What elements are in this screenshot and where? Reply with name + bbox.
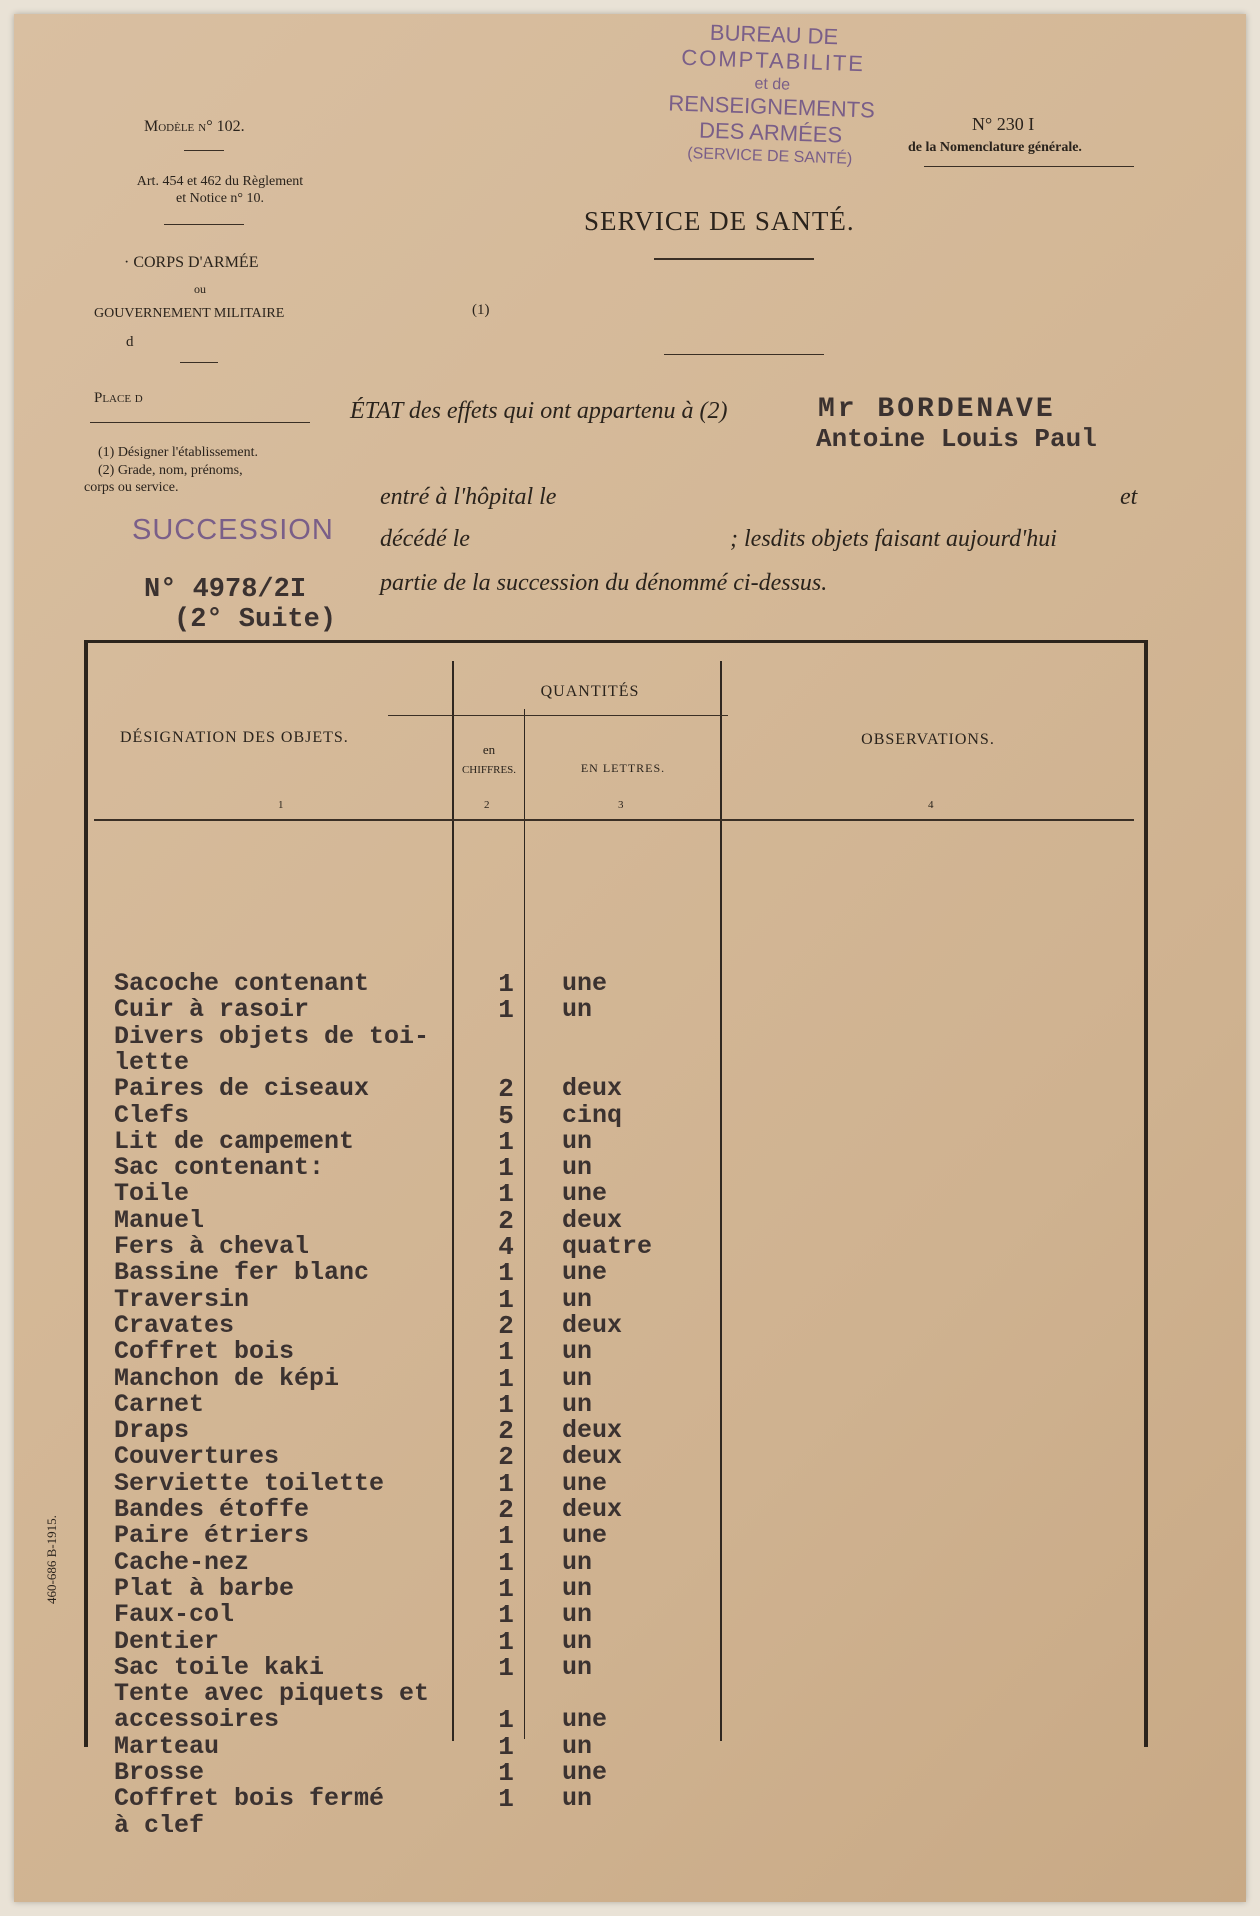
item-designation: Draps [114,1416,190,1446]
item-designation: Plat à barbe [114,1573,295,1603]
item-quantity-letters: deux [562,1310,623,1340]
item-quantity-letters: un [562,1547,593,1577]
item-designation: Marteau [114,1731,220,1761]
item-quantity-letters: un [562,1337,593,1367]
d-label: d [126,334,134,350]
item-designation: Bandes étoffe [114,1495,310,1524]
stamp-line: COMPTABILITE [680,45,866,77]
item-designation: Coffret bois [114,1337,295,1367]
item-quantity-figure: 1 [498,1626,514,1657]
item-designation: Sac contenant: [114,1153,325,1183]
item-quantity-letters: un [562,1731,593,1761]
item-designation: Divers objets de toi- [114,1021,430,1051]
item-quantity-figure: 1 [498,1126,514,1157]
item-designation: Serviette toilette [114,1468,385,1498]
item-designation: Bassine fer blanc [114,1258,370,1288]
item-quantity-figure: 1 [498,1705,514,1736]
objects-text: ; lesdits objets faisant aujourd'hui [730,526,1057,552]
item-designation: Clefs [114,1100,190,1130]
nomenclature-number: N° 230 I [972,114,1035,134]
item-quantity-figure: 2 [498,1310,514,1341]
and-text: et [1120,484,1138,510]
item-quantity-letters: deux [562,1442,623,1472]
item-designation: Dentier [114,1626,220,1656]
suite-line: (2° Suite) [174,604,337,635]
observations-header: OBSERVATIONS. [861,731,995,748]
footnote-1: (1) Désigner l'établissement. [98,445,258,460]
succession-stamp: SUCCESSION [132,514,334,546]
item-quantity-figure: 1 [498,1468,514,1499]
item-designation: lette [114,1047,190,1077]
printer-mark: 460-686 B-1915. [44,1515,59,1604]
item-quantity-figure: 1 [498,1652,514,1683]
place-label: Place d [94,390,143,406]
bureau-stamp [640,18,905,171]
number-line: N° 4978/2I [144,575,307,605]
item-quantity-letters: un [562,1153,593,1183]
footnote-2-cont: corps ou service. [84,480,179,495]
item-quantity-letters: une [562,1521,608,1551]
item-quantity-figure: 2 [498,1495,514,1525]
item-quantity-letters: quatre [562,1232,653,1261]
figures-header-line: CHIFFRES. [461,764,517,777]
item-quantity-letters: un [562,1600,593,1630]
deceased-text: décédé le [380,526,470,552]
gouvernement-label: GOUVERNEMENT MILITAIRE [94,306,285,321]
item-designation: Manuel [114,1205,205,1235]
item-quantity-letters: un [562,995,593,1025]
item-designation: Tente avec piquets et [114,1679,430,1709]
item-quantity-figure: 1 [498,1731,514,1762]
objects-table [84,640,1148,1840]
item-quantity-figure: 1 [498,1153,514,1184]
item-quantity-letters: un [562,1284,593,1314]
or-label: ou [194,282,206,296]
item-quantity-figure: 2 [498,1442,514,1473]
item-quantity-letters: une [562,969,608,998]
article-line: Art. 454 et 462 du Règlement [136,174,304,189]
item-designation: accessoires [114,1705,280,1735]
item-designation: à clef [114,1810,205,1840]
footnotes [84,444,344,497]
item-quantity-letters: un [562,1626,593,1656]
quantities-header: QUANTITÉS [540,683,640,700]
item-quantity-letters: un [562,1126,593,1156]
col-number-2: 2 [484,799,490,811]
col-number-3: 3 [618,799,624,811]
item-quantity-figure: 1 [498,1573,514,1604]
item-quantity-figure: 1 [498,1258,514,1289]
item-quantity-figure: 1 [498,969,514,999]
item-designation: Cravates [114,1310,235,1340]
item-designation: Sacoche contenant [114,969,370,998]
item-designation: Couvertures [114,1442,280,1472]
stamp-line: (SERVICE DE SANTÉ) [687,144,853,168]
col-number-4: 4 [928,799,934,811]
succession-text: partie de la succession du dénommé ci-dessus. [380,570,828,596]
item-quantity-letters: deux [562,1495,623,1524]
figures-header-line: en [482,742,496,757]
item-quantity-letters: une [562,1705,608,1735]
item-quantity-figure: 1 [498,1600,514,1631]
deceased-given-names: Antoine Louis Paul [816,424,1097,454]
item-quantity-figure: 4 [498,1232,514,1262]
item-designation: Paire étriers [114,1521,310,1551]
item-designation: Fers à cheval [114,1232,310,1261]
item-designation: Cuir à rasoir [114,995,310,1025]
etat-text: ÉTAT des effets qui ont appartenu à (2) [350,398,728,424]
item-quantity-letters: deux [562,1416,623,1446]
item-quantity-letters: une [562,1258,608,1288]
item-quantity-figure: 1 [498,1784,514,1815]
item-quantity-figure: 1 [498,1389,514,1420]
corps-armee-label: · CORPS D'ARMÉE [124,254,259,271]
item-designation: Faux-col [114,1600,235,1630]
modele-number: Modèle n° 102. [144,118,245,135]
item-quantity-figure: 1 [498,1758,514,1788]
item-quantity-figure: 1 [498,1363,514,1394]
item-designation: Paires de ciseaux [114,1074,370,1104]
item-quantity-figure: 2 [498,1074,514,1105]
article-line: et Notice n° 10. [175,190,265,206]
col-number-1: 1 [278,799,284,811]
item-quantity-figure: 2 [498,1416,514,1447]
item-quantity-letters: une [562,1468,608,1498]
succession-number [144,576,336,635]
item-designation: Sac toile kaki [114,1652,325,1682]
item-quantity-figure: 1 [498,1284,514,1315]
item-quantity-letters: un [562,1652,593,1682]
item-quantity-letters: un [562,1389,593,1419]
item-quantity-letters: un [562,1363,593,1393]
footnote-2: (2) Grade, nom, prénoms, [98,462,243,478]
stamp-line: BUREAU DE [709,19,839,50]
item-quantity-figure: 1 [498,1547,514,1578]
figures-header [454,739,524,780]
deceased-surname: Mr BORDENAVE [818,394,1056,425]
item-designation: Traversin [114,1284,250,1314]
stamp-line: DES ARMÉES [698,117,843,148]
article-reference [90,174,350,208]
item-quantity-letters: deux [562,1205,623,1235]
item-designation: Brosse [114,1758,205,1787]
item-designation: Lit de campement [114,1126,355,1156]
nomenclature-label: de la Nomenclature générale. [908,140,1082,155]
item-quantity-figure: 1 [498,1521,514,1552]
service-title: SERVICE DE SANTÉ. [584,206,855,236]
item-quantity-letters: un [562,1784,593,1814]
designation-header: DÉSIGNATION DES OBJETS. [120,729,349,746]
item-designation: Toile [114,1179,190,1209]
item-designation: Manchon de képi [114,1363,340,1393]
item-designation: Carnet [114,1389,205,1419]
item-quantity-letters: une [562,1179,608,1209]
hospital-entry-text: entré à l'hôpital le [380,484,557,510]
letters-header: EN LETTRES. [580,761,666,775]
item-quantity-letters: cinq [562,1100,623,1130]
item-quantity-letters: un [562,1573,593,1603]
item-quantity-figure: 1 [498,995,514,1026]
item-quantity-figure: 2 [498,1205,514,1236]
item-quantity-figure: 1 [498,1337,514,1368]
item-quantity-figure: 1 [498,1179,514,1210]
item-quantity-letters: une [562,1758,608,1787]
footnote-marker-1: (1) [472,302,490,318]
stamp-line: et de [754,75,791,94]
item-quantity-letters: deux [562,1074,623,1104]
item-quantity-figure: 5 [498,1100,514,1131]
document-page [14,14,1246,1902]
item-designation: Coffret bois fermé [114,1784,385,1814]
item-designation: Cache-nez [114,1547,250,1577]
stamp-line: RENSEIGNEMENTS [667,90,876,123]
